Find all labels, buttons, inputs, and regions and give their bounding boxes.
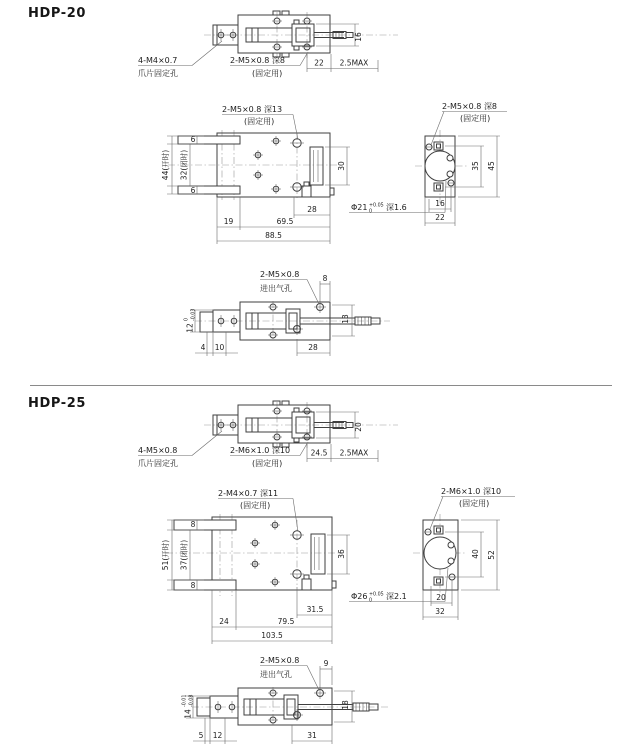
dim-label-jaw-bottom: 6 — [190, 186, 196, 195]
port-name: 进出气孔 — [260, 670, 292, 679]
bore-tolerance-upper: +0.05 — [369, 203, 384, 209]
dim-label-hole-width: 20 — [436, 593, 446, 602]
dim-label-b: 12 — [212, 731, 223, 740]
dim-label-hole-span: 40 — [471, 549, 480, 559]
hdp25-side-view — [345, 485, 575, 647]
claw-hole-spec: 4-M4×0.7 — [138, 56, 178, 65]
dim-label-port-offset: 28 — [307, 205, 317, 214]
dim-label-body-len: 69.5 — [276, 217, 294, 226]
dim-label-open: 44(开时) — [161, 149, 170, 181]
dim-label-port-span: 13 — [341, 314, 350, 324]
jaw-width-dim — [184, 309, 197, 333]
bore-tolerance-upper: +0.05 — [369, 592, 384, 598]
jaw-width-tol-lower: -0.03 — [191, 308, 197, 321]
dim-label-total-len: 88.5 — [265, 231, 282, 240]
dim-label-port-span: 18 — [341, 700, 350, 710]
claw-hole-name: 爪片固定孔 — [138, 69, 178, 78]
dim-label-port-edge: 8 — [322, 274, 328, 283]
dim-label-jaw-len: 24 — [219, 617, 229, 626]
dim-label-hole-span: 35 — [471, 161, 480, 171]
dim-label-height: 45 — [487, 161, 496, 171]
mount-hole-spec: 2-M6×1.0 深10 — [441, 487, 502, 496]
claw-hole-spec: 4-M5×0.8 — [138, 446, 178, 455]
bore-diameter: Φ26 — [351, 592, 368, 601]
mount-hole-use: (固定用) — [252, 459, 283, 468]
bore-tolerance-lower: 0 — [369, 209, 373, 215]
dim-label-c: 31 — [307, 731, 317, 740]
dim-label-closed: 37(闭时) — [179, 539, 189, 571]
jaw-width-dim — [182, 695, 195, 719]
mount-hole-spec: 2-M5×0.8 深8 — [230, 56, 286, 65]
jaw-width-tol-lower: -0.08 — [189, 694, 195, 707]
port-spec: 2-M5×0.8 — [260, 656, 300, 665]
jaw-width-value: 12 — [185, 323, 195, 333]
mount-hole-spec: 2-M5×0.8 深13 — [222, 105, 283, 114]
model-title-hdp25: HDP-25 — [28, 396, 87, 411]
bore-depth: 深1.6 — [386, 203, 407, 212]
dim-label-b: 10 — [214, 343, 225, 352]
port-name: 进出气孔 — [260, 284, 292, 293]
mount-hole-use: (固定用) — [244, 117, 275, 126]
dim-label-jaw-len: 19 — [223, 217, 234, 226]
dim-label-block-height: 20 — [354, 422, 363, 432]
dim-label-max: 2.5MAX — [339, 448, 369, 458]
hdp20-side-view — [345, 100, 575, 252]
mount-hole-use: (固定用) — [459, 499, 490, 508]
bore-depth: 深2.1 — [386, 592, 407, 601]
section-divider — [30, 385, 612, 386]
dim-label-total-len: 103.5 — [261, 631, 283, 640]
jaw-width-tol-upper: -0.01 — [182, 694, 188, 707]
dim-label-jaw-top: 6 — [190, 135, 196, 144]
mount-hole-use: (固定用) — [240, 501, 271, 510]
mount-hole-spec: 2-M6×1.0 深10 — [230, 446, 291, 455]
dim-label-body-len: 79.5 — [277, 617, 295, 626]
dim-label-open: 51(开时) — [161, 539, 170, 571]
dim-label-a: 5 — [198, 731, 204, 740]
dim-label-jaw-bottom: 8 — [190, 581, 196, 590]
dim-label-jaw-top: 8 — [190, 520, 196, 529]
dim-label-width: 22 — [435, 213, 445, 222]
mount-hole-use: (固定用) — [252, 69, 283, 78]
claw-hole-name: 爪片固定孔 — [138, 459, 178, 468]
dim-label-port-offset: 31.5 — [306, 605, 324, 614]
model-title-hdp20: HDP-20 — [28, 6, 87, 21]
jaw-width-value: 14 — [183, 709, 193, 719]
port-spec: 2-M5×0.8 — [260, 270, 300, 279]
hdp20-bottom-view — [150, 255, 450, 383]
bore-diameter: Φ21 — [351, 203, 368, 212]
dim-label-max: 2.5MAX — [339, 58, 369, 68]
dim-label-plate: 36 — [337, 549, 346, 559]
dim-label-closed: 32(闭时) — [179, 149, 189, 181]
dim-label-c: 28 — [308, 343, 318, 352]
dim-label-block-height: 16 — [354, 32, 363, 42]
bore-tolerance-lower: 0 — [369, 598, 373, 604]
front-view-drawing — [167, 115, 350, 245]
hdp25-bottom-view — [150, 645, 450, 749]
dim-label-hole-width: 16 — [435, 199, 445, 208]
dim-label-edge: 22 — [314, 58, 324, 68]
mount-hole-spec: 2-M5×0.8 深8 — [442, 102, 498, 111]
dim-label-edge: 24.5 — [310, 448, 328, 458]
side-view-drawing — [349, 112, 507, 227]
dim-label-height: 52 — [487, 550, 496, 560]
dim-label-width: 32 — [435, 607, 445, 616]
hdp20-top-view — [130, 8, 480, 100]
hdp25-top-view — [130, 398, 480, 490]
mount-hole-use: (固定用) — [460, 114, 491, 123]
jaw-width-tol-upper: 0 — [184, 317, 190, 321]
dim-label-port-edge: 9 — [323, 659, 329, 668]
dim-label-plate: 30 — [337, 161, 346, 171]
dim-label-a: 4 — [200, 343, 206, 352]
mount-hole-spec: 2-M4×0.7 深11 — [218, 489, 279, 498]
